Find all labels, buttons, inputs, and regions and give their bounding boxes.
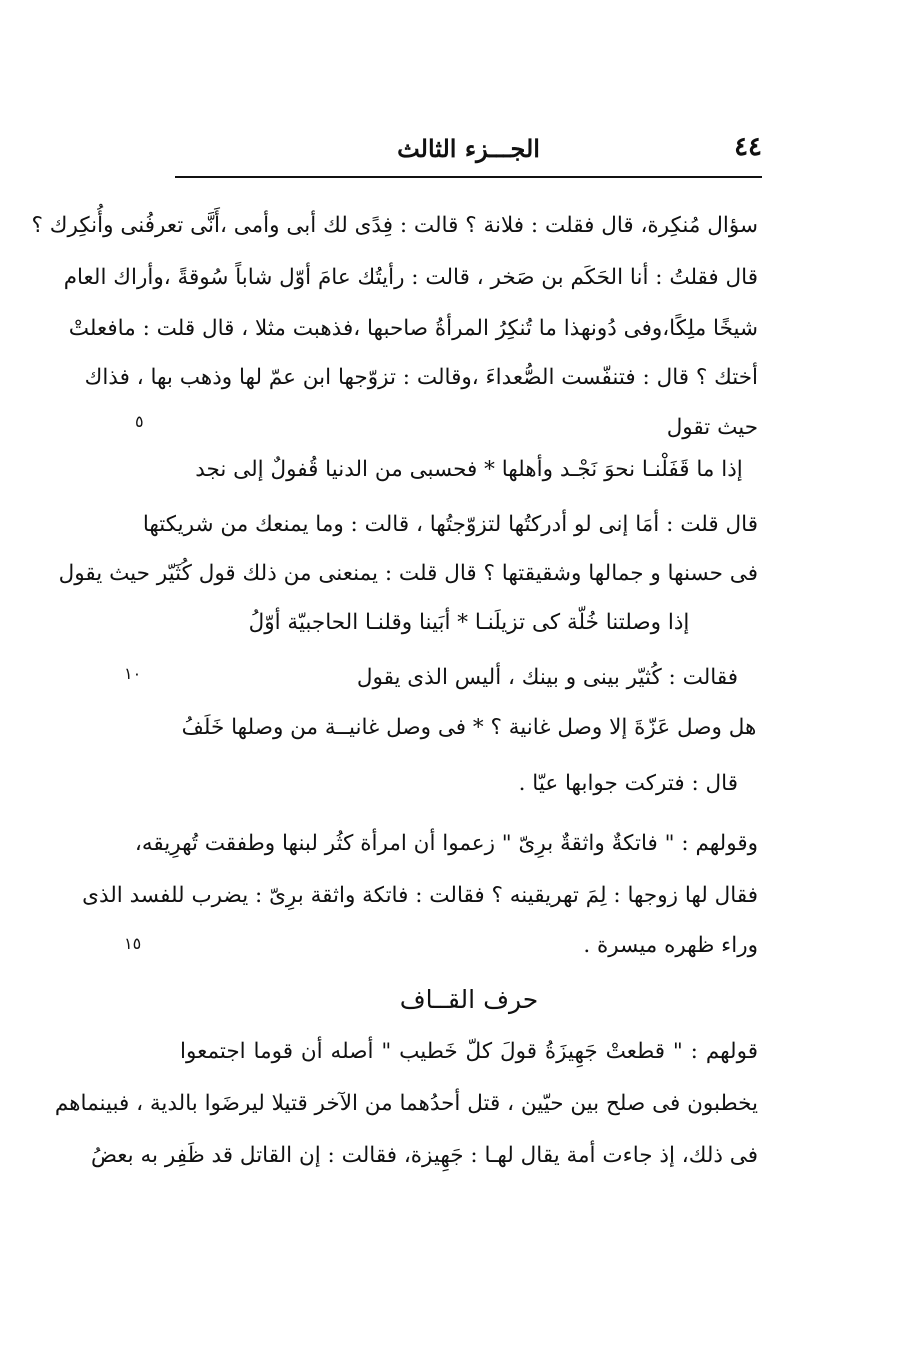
text-line: قال : فتركت جوابها عيّا . (518, 771, 738, 796)
text-line: فقالت : كُثيّر بينى و بينك ، أليس الذى يقول (356, 665, 738, 690)
verse-line: إذا وصلتنا خُلّة كى تزيلَنـا * أبَينا وقلنـا الحاجبيّة أوّلُ (248, 610, 690, 635)
section-heading-text: حرف القــاف (399, 985, 539, 1014)
verse-line: هل وصل عَزّةَ إلا وصل غانية ؟ * فى وصل غانيــة من وصلها خَلَفُ (181, 715, 757, 740)
line-number-marker: ١٥ (124, 934, 142, 953)
text-line: قولهم : " قطعتْ جَهِيزَةُ قولَ كلّ خَطيب " أصله أن قوما اجتمعوا (180, 1039, 758, 1064)
section-heading (180, 972, 758, 1028)
text-line: حيث تقول (666, 415, 758, 440)
page-header (175, 132, 762, 172)
text-line: فى حسنها و جمالها وشقيقتها ؟ قال قلت : يمنعنى من ذلك قول كُثَيّر حيث يقول (58, 561, 758, 586)
verse-line: إذا ما قَفَلْنـا نحوَ نَجْـد وأهلها * فحسبى من الدنيا قُفولٌ إلى نجد (195, 457, 743, 482)
text-line: فى ذلك، إذ جاءت أمة يقال لهـا : جَهِيزة، فقالت : إن القاتل قد ظَفِر به بعضُ (90, 1143, 758, 1168)
text-line: فقال لها زوجها : لِمَ تهريقينه ؟ فقالت : فاتكة واثقة برِىّ : يضرب للفسد الذى (82, 883, 758, 908)
text-line: شيخًا ملِكًا،وفى دُونهذا ما تُنكِرُ المرأةُ صاحبها ،فذهبت مثلا ، قال قلت : مافعلتْ (68, 316, 758, 341)
page-number: ٤٤ (734, 132, 762, 162)
text-line: وقولهم : " فاتكةٌ واثقةٌ برِىّ " زعموا أن امرأة كثُر لبنها وطفقت تُهرِيقه، (134, 831, 758, 856)
text-line: قال فقلتُ : أنا الحَكَم بن صَخر ، قالت : رأيتُك عامَ أوّل شاباً سُوقةً ،وأراك العام (63, 265, 758, 290)
text-line: سؤال مُنكِرة، قال فقلت : فلانة ؟ قالت : فِدًى لك أبى وأمى ،أَنَّى تعرفُنى وأُنكِرك ؟ (31, 213, 758, 238)
running-head: الجـــزء الثالث (397, 134, 540, 163)
text-line: قال قلت : أمَا إنى لو أدركتُها لتزوّجتُها ، قالت : وما يمنعك من شريكتها (142, 512, 758, 537)
line-number-marker: ١٠ (124, 664, 142, 683)
header-rule (175, 176, 762, 178)
text-line: أختك ؟ قال : فتنفّست الصُّعداءَ ،وقالت : تزوّجها ابن عمّ لها وذهب بها ، فذاك (84, 365, 758, 390)
line-number-marker: ٥ (135, 412, 144, 431)
text-line: وراء ظهره ميسرة . (583, 933, 758, 958)
text-line: يخطبون فى صلح بين حيّين ، قتل أحدُهما من الآخر قتيلا ليرضَوا بالدية ، فبينماهم (54, 1091, 758, 1116)
